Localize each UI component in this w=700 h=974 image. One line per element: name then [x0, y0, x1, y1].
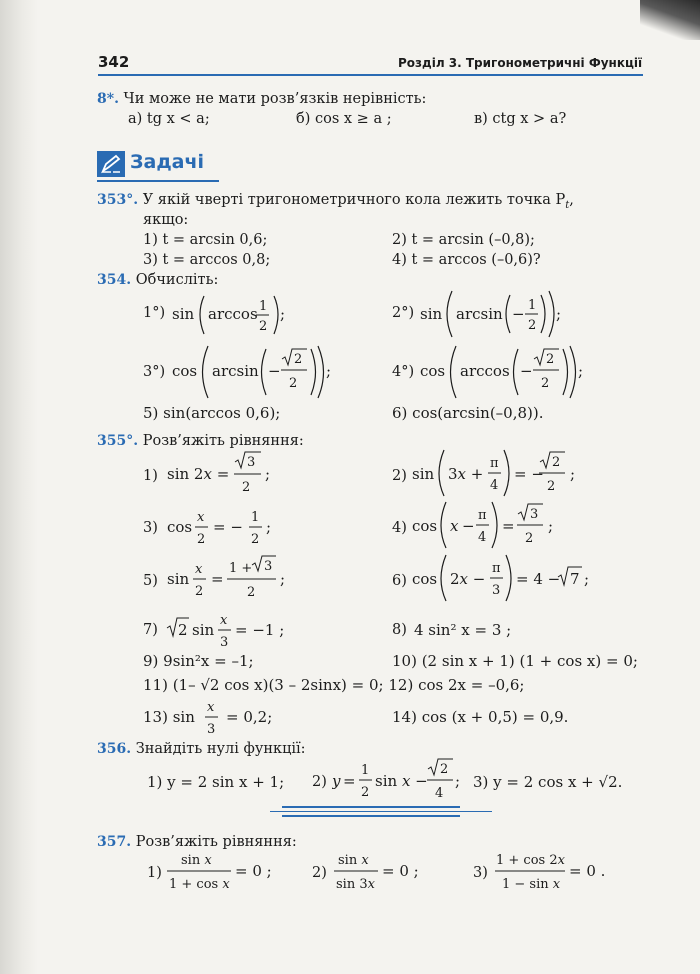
problem-text: Обчисліть:	[135, 272, 219, 288]
svg-text:1 + cos x: 1 + cos x	[169, 877, 230, 892]
page-corner-shadow	[640, 0, 700, 40]
p354-item-6: 6) cos(arcsin(–0,8)).	[392, 404, 544, 422]
section-title: Розділ 3. Тригонометричні Функції	[398, 56, 643, 70]
svg-text:cos: cos	[412, 517, 438, 535]
svg-text:−: −	[520, 362, 533, 380]
svg-text:π: π	[492, 561, 501, 576]
formula-355-3	[165, 502, 285, 548]
svg-text:3: 3	[220, 635, 229, 650]
p356-item-3: 3) y = 2 cos x + √2.	[473, 773, 623, 791]
svg-text:;: ;	[455, 772, 461, 790]
page-gutter-shadow	[0, 0, 38, 974]
formula-355-2	[412, 446, 582, 498]
question-8	[97, 90, 426, 108]
formula-354-3	[172, 343, 332, 401]
svg-text:sin 3x: sin 3x	[336, 877, 375, 892]
svg-text:2: 2	[247, 585, 256, 600]
svg-text:3: 3	[530, 507, 539, 522]
svg-text:;: ;	[570, 465, 576, 483]
formula-355-13-fraction	[204, 696, 222, 738]
separator-double-bottom	[282, 815, 460, 817]
formula-355-4	[412, 498, 572, 550]
page-number: 342	[98, 53, 130, 71]
svg-text:;: ;	[280, 570, 286, 588]
svg-text:sin: sin	[412, 465, 435, 483]
problem-353-line2: якщо:	[143, 212, 189, 228]
svg-text:1 + cos 2x: 1 + cos 2x	[496, 853, 565, 868]
problem-number: 357.	[97, 834, 132, 850]
svg-text:3: 3	[492, 583, 501, 598]
svg-text:2: 2	[195, 584, 204, 599]
svg-text:;: ;	[265, 465, 271, 483]
svg-text:4: 4	[478, 530, 487, 545]
problem-number: 356.	[97, 741, 132, 757]
formula-355-1	[165, 448, 275, 496]
svg-text:y: y	[332, 772, 341, 790]
subscript-t: t	[565, 199, 570, 211]
problem-text: Знайдіть нулі функції:	[135, 741, 306, 757]
p353-item-1: 1) t = arcsin 0,6;	[143, 232, 268, 248]
p353-item-3: 3) t = arccos 0,8;	[143, 252, 271, 268]
p357-label-2: 2)	[312, 865, 327, 881]
q8-option-a: а) tg x < a;	[128, 111, 210, 127]
svg-text:2: 2	[440, 762, 449, 777]
svg-text:−: −	[512, 305, 525, 323]
svg-text:sin x: sin x	[338, 853, 369, 868]
svg-text:= 0 ;: = 0 ;	[382, 862, 419, 880]
svg-text:3: 3	[264, 559, 273, 574]
svg-text:x: x	[195, 562, 203, 577]
svg-text:=: =	[211, 570, 224, 588]
problem-text: У якій чверті тригонометричного кола лежить точка P	[142, 192, 566, 208]
p355-item-9: 9) 9sin²x = –1;	[143, 652, 254, 670]
p355-label-1: 1)	[143, 468, 158, 484]
formula-355-7	[165, 604, 295, 650]
p355-label-8: 8)	[392, 622, 407, 638]
separator-double-top	[282, 806, 460, 808]
svg-text:x: x	[220, 613, 228, 628]
section-heading-zadachi	[97, 151, 222, 181]
problem-356	[97, 740, 306, 758]
svg-text:2: 2	[178, 621, 188, 639]
svg-text:1 +: 1 +	[229, 561, 253, 576]
p355-label-5: 5)	[143, 573, 158, 589]
svg-text:2: 2	[242, 480, 251, 495]
svg-text:2: 2	[259, 319, 268, 334]
svg-text:3: 3	[247, 455, 256, 470]
svg-text:sin 2x =: sin 2x =	[167, 465, 230, 483]
p356-item-1: 1) y = 2 sin x + 1;	[147, 773, 285, 791]
svg-text:x: x	[207, 700, 215, 715]
svg-text:4: 4	[490, 478, 499, 493]
p354-label-3: 3°)	[143, 364, 166, 380]
svg-text:2: 2	[546, 352, 555, 367]
p355-item-14: 14) cos (x + 0,5) = 0,9.	[392, 708, 569, 726]
problem-text: Розв’яжіть рівняння:	[135, 834, 297, 850]
svg-text:3: 3	[207, 722, 216, 737]
p354-label-2: 2°)	[392, 305, 415, 321]
p355-label-3: 3)	[143, 520, 158, 536]
p354-label-4: 4°)	[392, 364, 415, 380]
svg-text:= −1 ;: = −1 ;	[235, 621, 285, 639]
svg-text:2: 2	[361, 785, 370, 800]
svg-text:;: ;	[266, 518, 272, 536]
p355-item-13-label: 13) sin	[143, 708, 195, 726]
problem-number: 354.	[97, 272, 132, 288]
svg-text:π: π	[478, 508, 487, 523]
problem-354	[97, 271, 218, 289]
question-text: Чи може не мати розв’язків нерівність:	[123, 91, 427, 107]
p355-item-8: 4 sin² x = 3 ;	[414, 621, 512, 639]
svg-text:π: π	[490, 456, 499, 471]
svg-text:;: ;	[548, 517, 554, 535]
svg-text:cos: cos	[420, 362, 446, 380]
problem-number: 353°.	[97, 192, 139, 208]
p353-item-2: 2) t = arcsin (–0,8);	[392, 232, 535, 248]
svg-text:4: 4	[435, 786, 444, 801]
svg-text:1: 1	[259, 299, 268, 314]
svg-text:1: 1	[251, 510, 260, 525]
p357-label-1: 1)	[147, 865, 162, 881]
svg-text:2: 2	[197, 532, 206, 547]
svg-text:arccos: arccos	[460, 362, 510, 380]
svg-text:2: 2	[541, 376, 550, 391]
formula-357-2	[332, 846, 432, 896]
svg-text:sin x: sin x	[181, 853, 212, 868]
formula-357-1	[165, 846, 275, 896]
svg-text:2: 2	[528, 318, 537, 333]
svg-text:x: x	[450, 517, 459, 535]
q8-option-b: б) cos x ≥ a ;	[296, 111, 392, 127]
formula-354-4	[420, 343, 590, 401]
formula-357-3	[493, 846, 613, 896]
problem-number: 355°.	[97, 433, 139, 449]
svg-text:= −: = −	[213, 518, 243, 536]
formula-356-2	[332, 752, 462, 804]
p355-item-11-12: 11) (1– √2 cos x)(3 – 2sinx) = 0; 12) cos 2x = –0,6;	[143, 676, 525, 694]
svg-text:;: ;	[578, 362, 584, 380]
section-title-zadachi: Задачі	[130, 151, 205, 173]
svg-text:7: 7	[570, 570, 580, 588]
svg-text:= 0 ;: = 0 ;	[235, 862, 272, 880]
problem-text: Розв’яжіть рівняння:	[142, 433, 304, 449]
formula-355-5	[165, 553, 295, 601]
svg-text:cos: cos	[412, 570, 438, 588]
svg-text:1: 1	[528, 298, 537, 313]
svg-text:sin: sin	[172, 305, 195, 323]
separator-line	[270, 811, 492, 812]
p355-label-7: 7)	[143, 622, 158, 638]
p355-label-2: 2)	[392, 468, 407, 484]
svg-text:cos: cos	[167, 518, 193, 536]
svg-text:2: 2	[251, 532, 260, 547]
svg-text:= −: = −	[514, 465, 544, 483]
svg-text:−: −	[462, 517, 475, 535]
svg-text:2: 2	[294, 352, 303, 367]
p353-item-4: 4) t = arccos (–0,6)?	[392, 252, 541, 268]
question-number: 8*.	[97, 91, 119, 107]
svg-text:2: 2	[552, 455, 561, 470]
svg-text:arcsin: arcsin	[456, 305, 503, 323]
p355-item-10: 10) (2 sin x + 1) (1 + cos x) = 0;	[392, 652, 638, 670]
svg-text:1: 1	[361, 763, 370, 778]
q8-option-c: в) ctg x > a?	[474, 111, 567, 127]
svg-text:arcsin: arcsin	[212, 362, 259, 380]
svg-text:−: −	[268, 362, 281, 380]
p354-item-5: 5) sin(arccos 0,6);	[143, 404, 281, 422]
svg-text:2: 2	[547, 479, 556, 494]
heading-underline	[97, 180, 219, 182]
svg-text:sin x −: sin x −	[375, 772, 428, 790]
p355-label-4: 4)	[392, 520, 407, 536]
p357-label-3: 3)	[473, 865, 488, 881]
svg-text:x: x	[197, 510, 205, 525]
svg-text:3x +: 3x +	[448, 465, 484, 483]
header-rule	[98, 74, 643, 76]
formula-354-2	[420, 287, 570, 341]
svg-text:= 4 −: = 4 −	[516, 570, 561, 588]
formula-354-1	[170, 290, 300, 338]
svg-text:cos: cos	[172, 362, 198, 380]
p355-label-6: 6)	[392, 573, 407, 589]
p355-item-13-rest: = 0,2;	[226, 708, 273, 726]
p356-item-2-label: 2)	[312, 774, 327, 790]
svg-text:;: ;	[556, 305, 562, 323]
formula-355-6	[412, 551, 592, 603]
svg-text:=: =	[343, 772, 356, 790]
svg-text:arccos: arccos	[208, 305, 258, 323]
svg-text:=: =	[502, 517, 515, 535]
svg-text:sin: sin	[167, 570, 190, 588]
comma: ,	[569, 192, 574, 208]
svg-text:2: 2	[289, 376, 298, 391]
svg-text:= 0 .: = 0 .	[569, 862, 606, 880]
svg-text:sin: sin	[420, 305, 443, 323]
p354-label-1: 1°)	[143, 305, 166, 321]
svg-text:sin: sin	[192, 621, 215, 639]
svg-text:1 − sin x: 1 − sin x	[502, 877, 561, 892]
svg-text:;: ;	[280, 305, 286, 323]
svg-text:;: ;	[584, 570, 590, 588]
svg-text:;: ;	[326, 362, 332, 380]
pencil-icon	[97, 151, 125, 177]
svg-text:2: 2	[525, 531, 534, 546]
svg-text:2x −: 2x −	[450, 570, 486, 588]
